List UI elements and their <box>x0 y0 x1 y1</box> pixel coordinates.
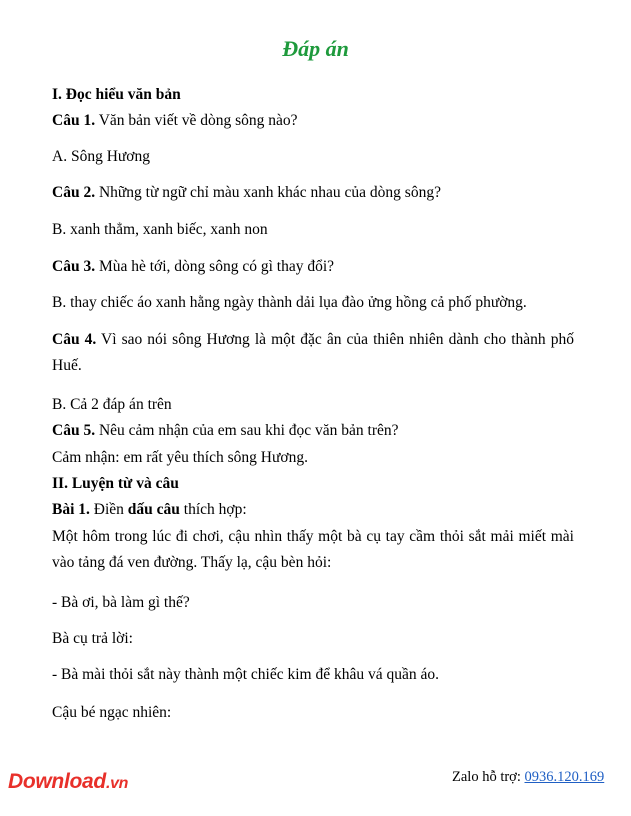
question-label: Câu 4. <box>52 331 97 348</box>
exercise-1 <box>52 501 247 519</box>
answer-3: B. thay chiếc áo xanh hằng ngày thành dải lụa đào ửng hồng cả phố phường. <box>52 294 527 311</box>
story-line-4: Cậu bé ngạc nhiên: <box>52 704 172 721</box>
question-label: Câu 5. <box>52 422 96 439</box>
question-4 <box>52 327 574 379</box>
exercise-label: Bài 1. <box>52 501 90 518</box>
story-line-3: - Bà mài thỏi sắt này thành một chiếc kim để khâu vá quần áo. <box>52 666 439 683</box>
story-paragraph: Một hôm trong lúc đi chơi, cậu nhìn thấy một bà cụ tay cầm thỏi sắt mải miết mài vào tảng đá ven đường. Thấy lạ, cậu bèn hỏi: <box>52 528 574 571</box>
download-logo[interactable] <box>8 770 128 794</box>
section-heading-vocabulary: II. Luyện từ và câu <box>52 475 179 492</box>
exercise-bold: dấu câu <box>127 501 180 518</box>
story-line-2: Bà cụ trả lời: <box>52 630 133 647</box>
zalo-support <box>452 769 604 786</box>
page-title: Đáp án <box>282 36 349 61</box>
answer-5: Cảm nhận: em rất yêu thích sông Hương. <box>52 449 308 466</box>
question-1 <box>52 112 298 130</box>
logo-suffix: .vn <box>105 775 129 792</box>
exercise-prefix: Điền <box>93 501 128 518</box>
question-label: Câu 1. <box>52 112 96 129</box>
question-2 <box>52 184 441 202</box>
question-5 <box>52 422 399 440</box>
question-text: Nêu cảm nhận của em sau khi đọc văn bản trên? <box>98 422 399 439</box>
answer-1: A. Sông Hương <box>52 148 150 165</box>
question-label: Câu 3. <box>52 258 96 275</box>
question-text: Những từ ngữ chỉ màu xanh khác nhau của dòng sông? <box>98 184 441 201</box>
story-line-1: - Bà ơi, bà làm gì thế? <box>52 594 190 611</box>
question-text: Văn bản viết về dòng sông nào? <box>98 112 298 129</box>
answer-4: B. Cả 2 đáp án trên <box>52 396 172 413</box>
logo-text: Download <box>8 770 106 793</box>
question-label: Câu 2. <box>52 184 96 201</box>
exercise-suffix: thích hợp: <box>179 501 247 518</box>
answer-2: B. xanh thẳm, xanh biếc, xanh non <box>52 221 268 238</box>
phone-link[interactable]: 0936.120.169 <box>524 769 605 785</box>
zalo-label: Zalo hỗ trợ: <box>452 769 525 785</box>
question-3 <box>52 258 334 276</box>
question-text: Mùa hè tới, dòng sông có gì thay đổi? <box>98 258 335 275</box>
question-text: Vì sao nói sông Hương là một đặc ân của thiên nhiên dành cho thành phố Huế. <box>52 331 574 374</box>
section-heading-reading: I. Đọc hiểu văn bản <box>52 86 181 103</box>
